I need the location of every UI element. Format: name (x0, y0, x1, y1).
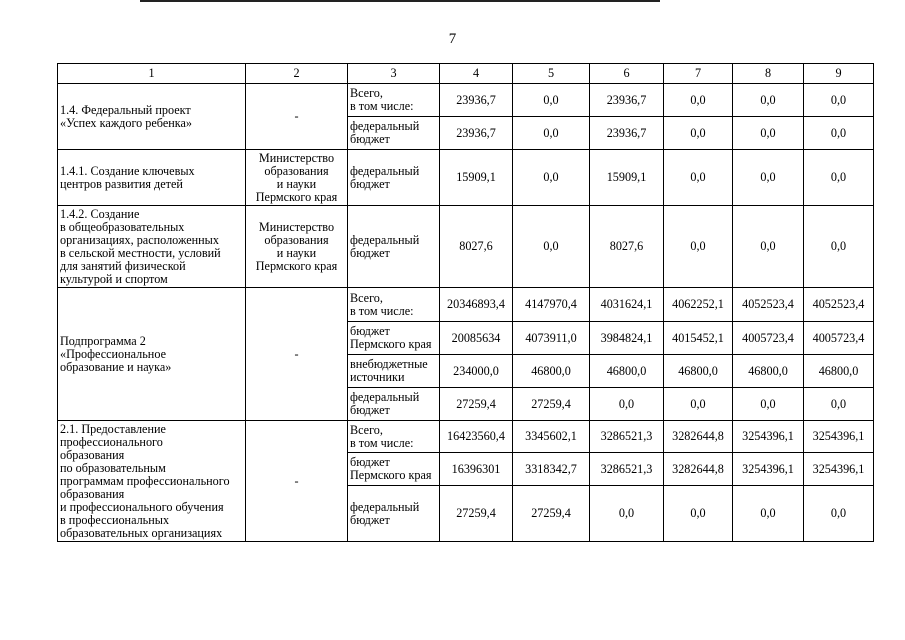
amount-cell: 4062252,1 (664, 288, 733, 322)
amount-cell: 4073911,0 (513, 322, 590, 355)
amount-cell: 3254396,1 (733, 421, 804, 453)
amount-cell: 23936,7 (590, 84, 664, 117)
amount-cell: 0,0 (664, 486, 733, 542)
column-header: 8 (733, 64, 804, 84)
amount-cell: 27259,4 (513, 486, 590, 542)
funding-source-cell: федеральный бюджет (348, 388, 440, 421)
amount-cell: 0,0 (733, 388, 804, 421)
column-header: 3 (348, 64, 440, 84)
funding-source-cell: федеральный бюджет (348, 206, 440, 288)
amount-cell: 46800,0 (513, 355, 590, 388)
amount-cell: 16423560,4 (440, 421, 513, 453)
funding-source-cell: Всего, в том числе: (348, 84, 440, 117)
amount-cell: 4052523,4 (733, 288, 804, 322)
amount-cell: 4147970,4 (513, 288, 590, 322)
amount-cell: 0,0 (513, 206, 590, 288)
table-header-row (58, 64, 874, 84)
amount-cell: 0,0 (804, 84, 874, 117)
column-header: 4 (440, 64, 513, 84)
amount-cell: 8027,6 (590, 206, 664, 288)
amount-cell: 0,0 (804, 206, 874, 288)
amount-cell: 20085634 (440, 322, 513, 355)
amount-cell: 3254396,1 (733, 453, 804, 486)
amount-cell: 3318342,7 (513, 453, 590, 486)
budget-table (57, 63, 874, 542)
column-header: 7 (664, 64, 733, 84)
amount-cell: 20346893,4 (440, 288, 513, 322)
funding-source-cell: федеральный бюджет (348, 117, 440, 150)
amount-cell: 8027,6 (440, 206, 513, 288)
amount-cell: 46800,0 (733, 355, 804, 388)
amount-cell: 0,0 (590, 388, 664, 421)
column-header: 1 (58, 64, 246, 84)
table-row (58, 421, 874, 453)
amount-cell: 0,0 (513, 84, 590, 117)
amount-cell: 46800,0 (804, 355, 874, 388)
amount-cell: 0,0 (733, 84, 804, 117)
program-name-cell: 1.4.2. Создание в общеобразовательных организациях, расположенных в сельской местности, условий для занятий физической культурой и спортом (58, 206, 246, 288)
program-name-cell: 1.4. Федеральный проект «Успех каждого ребенка» (58, 84, 246, 150)
amount-cell: 0,0 (733, 206, 804, 288)
amount-cell: 3282644,8 (664, 421, 733, 453)
table-row (58, 206, 874, 288)
amount-cell: 0,0 (733, 150, 804, 206)
amount-cell: 0,0 (590, 486, 664, 542)
amount-cell: 27259,4 (440, 486, 513, 542)
amount-cell: 0,0 (664, 388, 733, 421)
amount-cell: 3254396,1 (804, 453, 874, 486)
amount-cell: 27259,4 (513, 388, 590, 421)
table-row (58, 84, 874, 117)
funding-source-cell: федеральный бюджет (348, 486, 440, 542)
amount-cell: 3286521,3 (590, 421, 664, 453)
amount-cell: 0,0 (664, 84, 733, 117)
executor-cell: - (246, 421, 348, 542)
funding-source-cell: внебюджетные источники (348, 355, 440, 388)
amount-cell: 16396301 (440, 453, 513, 486)
program-name-cell: 2.1. Предоставление профессионального образования по образовательным программам профессионального образования и профессионального обучения в профессиональных образовательных организациях (58, 421, 246, 542)
amount-cell: 0,0 (733, 486, 804, 542)
amount-cell: 0,0 (804, 388, 874, 421)
amount-cell: 0,0 (664, 117, 733, 150)
amount-cell: 0,0 (733, 117, 804, 150)
amount-cell: 234000,0 (440, 355, 513, 388)
amount-cell: 46800,0 (664, 355, 733, 388)
amount-cell: 3254396,1 (804, 421, 874, 453)
amount-cell: 4052523,4 (804, 288, 874, 322)
amount-cell: 4005723,4 (804, 322, 874, 355)
funding-source-cell: бюджет Пермского края (348, 453, 440, 486)
program-name-cell: 1.4.1. Создание ключевых центров развития детей (58, 150, 246, 206)
executor-cell: - (246, 84, 348, 150)
amount-cell: 0,0 (513, 117, 590, 150)
scan-top-edge (140, 0, 660, 2)
funding-source-cell: Всего, в том числе: (348, 288, 440, 322)
amount-cell: 15909,1 (440, 150, 513, 206)
amount-cell: 0,0 (804, 117, 874, 150)
program-name-cell: Подпрограмма 2 «Профессиональное образование и наука» (58, 288, 246, 421)
amount-cell: 27259,4 (440, 388, 513, 421)
table-row (58, 150, 874, 206)
executor-cell: Министерство образования и науки Пермского края (246, 150, 348, 206)
column-header: 2 (246, 64, 348, 84)
amount-cell: 15909,1 (590, 150, 664, 206)
amount-cell: 4015452,1 (664, 322, 733, 355)
amount-cell: 23936,7 (590, 117, 664, 150)
amount-cell: 23936,7 (440, 117, 513, 150)
amount-cell: 0,0 (804, 150, 874, 206)
amount-cell: 0,0 (513, 150, 590, 206)
amount-cell: 46800,0 (590, 355, 664, 388)
funding-source-cell: федеральный бюджет (348, 150, 440, 206)
column-header: 5 (513, 64, 590, 84)
amount-cell: 23936,7 (440, 84, 513, 117)
executor-cell: - (246, 288, 348, 421)
amount-cell: 0,0 (804, 486, 874, 542)
amount-cell: 0,0 (664, 150, 733, 206)
amount-cell: 3984824,1 (590, 322, 664, 355)
column-header: 6 (590, 64, 664, 84)
amount-cell: 3286521,3 (590, 453, 664, 486)
executor-cell: Министерство образования и науки Пермского края (246, 206, 348, 288)
amount-cell: 4005723,4 (733, 322, 804, 355)
amount-cell: 3282644,8 (664, 453, 733, 486)
amount-cell: 4031624,1 (590, 288, 664, 322)
funding-source-cell: бюджет Пермского края (348, 322, 440, 355)
amount-cell: 3345602,1 (513, 421, 590, 453)
page-number: 7 (448, 31, 457, 47)
table-row (58, 288, 874, 322)
amount-cell: 0,0 (664, 206, 733, 288)
column-header: 9 (804, 64, 874, 84)
funding-source-cell: Всего, в том числе: (348, 421, 440, 453)
